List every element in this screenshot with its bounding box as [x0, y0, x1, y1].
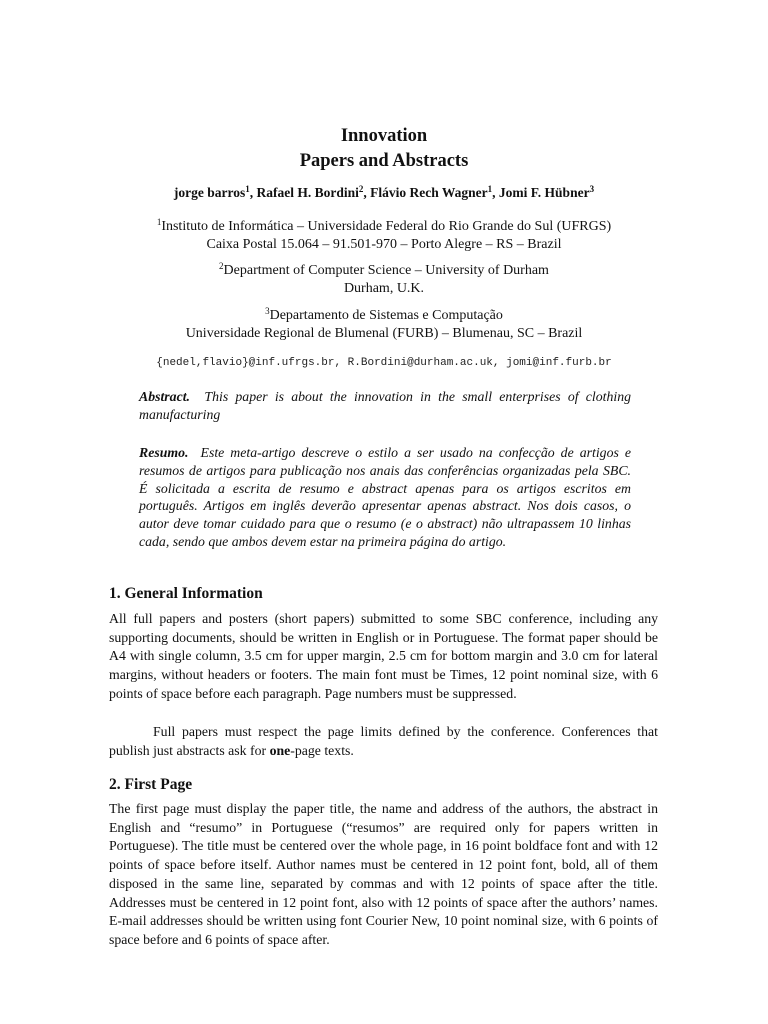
- affiliation-mark: 2: [219, 261, 224, 271]
- affiliation-3: [0, 307, 768, 343]
- affiliation-line: Universidade Regional de Blumenal (FURB) – Blumenau, SC – Brazil: [185, 326, 583, 341]
- author-name: Jomi F. Hübner: [498, 185, 590, 200]
- affiliation-2: [0, 262, 768, 298]
- author-name: jorge barros: [173, 185, 246, 200]
- paper-title-line-2: Papers and Abstracts: [299, 151, 469, 171]
- abstract: [139, 388, 631, 424]
- resumo-text: Este meta-artigo descreve o estilo a ser usado na confecção de artigos e resumos de artigos para publicação nos anais das conferências organizadas pela SBC. É solicitada a escrita de resumo e abstract apenas para os artigos escritos em português. Artigos em inglês deverão apresentar apenas abstract. Nos dois casos, o autor deve tomar cuidado para que o resumo (e o abstract) não ultrapassem 10 linhas cada, sendo que ambos devem estar na primeira página do artigo.: [139, 445, 631, 549]
- section-heading-general-information: 1. General Information: [109, 585, 263, 602]
- author-name: Rafael H. Bordini: [256, 185, 359, 200]
- author-separator: ,: [249, 185, 257, 200]
- affiliation-mark: 1: [156, 217, 162, 227]
- paragraph-text: Full papers must respect the page limits defined by the conference. Conferences that publish just abstracts ask for: [109, 724, 658, 758]
- affiliation-line: Durham, U.K.: [343, 281, 425, 296]
- affiliation-mark: 3: [265, 306, 270, 316]
- resumo: [139, 444, 631, 551]
- affiliation-line: Departamento de Sistemas e Computação: [269, 308, 503, 323]
- paragraph-emphasis: one: [269, 742, 291, 758]
- author-affiliation-mark: 2: [358, 184, 364, 194]
- author-affiliation-mark: 1: [487, 184, 493, 194]
- author-separator: ,: [363, 185, 371, 200]
- author-affiliation-mark: 3: [589, 184, 595, 194]
- section-1-paragraph-1: All full papers and posters (short papers) submitted to some SBC conference, including any supporting documents, should be written in English or in Portuguese. The format paper should be A4 with single column, 3.5 cm for upper margin, 2.5 cm for bottom margin and 3.0 cm for lateral margins, without headers or footers. The main font must be Times, 12 point nominal size, with 6 points of space before each paragraph. Page numbers must be suppressed.: [109, 611, 658, 701]
- abstract-label: Abstract.: [139, 389, 190, 404]
- author-affiliation-mark: 1: [245, 184, 250, 194]
- section-1-paragraph-2: [109, 723, 658, 760]
- abstract-text: This paper is about the innovation in the small enterprises of clothing manufacturing: [139, 389, 631, 422]
- affiliation-line: Instituto de Informática – Universidade Federal do Rio Grande do Sul (UFRGS): [161, 219, 612, 234]
- paragraph-text: -page texts.: [290, 742, 354, 758]
- paper-title-line-1: Innovation: [340, 126, 428, 146]
- author-emails: {nedel,flavio}@inf.ufrgs.br, R.Bordini@durham.ac.uk, jomi@inf.furb.br: [156, 357, 612, 369]
- affiliation-line: Department of Computer Science – University of Durham: [223, 263, 549, 278]
- resumo-label: Resumo.: [139, 445, 189, 460]
- author-name: Flávio Rech Wagner: [370, 185, 488, 200]
- section-2-paragraph-1: The first page must display the paper title, the name and address of the authors, the abstract in English and “resumo” in Portuguese (“resumos” are required only for papers written in Portuguese). The title must be centered over the whole page, in 16 point boldface font and with 12 points of space before itself. Author names must be centered in 12 point font, bold, all of them disposed in the same line, separated by commas and with 12 points of space after the title. Addresses must be centered in 12 point font, also with 12 points of space after the authors’ names. E-mail addresses should be written using font Courier New, 10 point nominal size, with 6 points of space before and 6 points of space after.: [109, 801, 658, 947]
- author-separator: ,: [492, 185, 499, 200]
- affiliation-line: Caixa Postal 15.064 – 91.501-970 – Porto Alegre – RS – Brazil: [206, 237, 562, 252]
- affiliation-1: [0, 218, 768, 254]
- author-list: [0, 183, 768, 203]
- section-heading-first-page: 2. First Page: [109, 776, 193, 793]
